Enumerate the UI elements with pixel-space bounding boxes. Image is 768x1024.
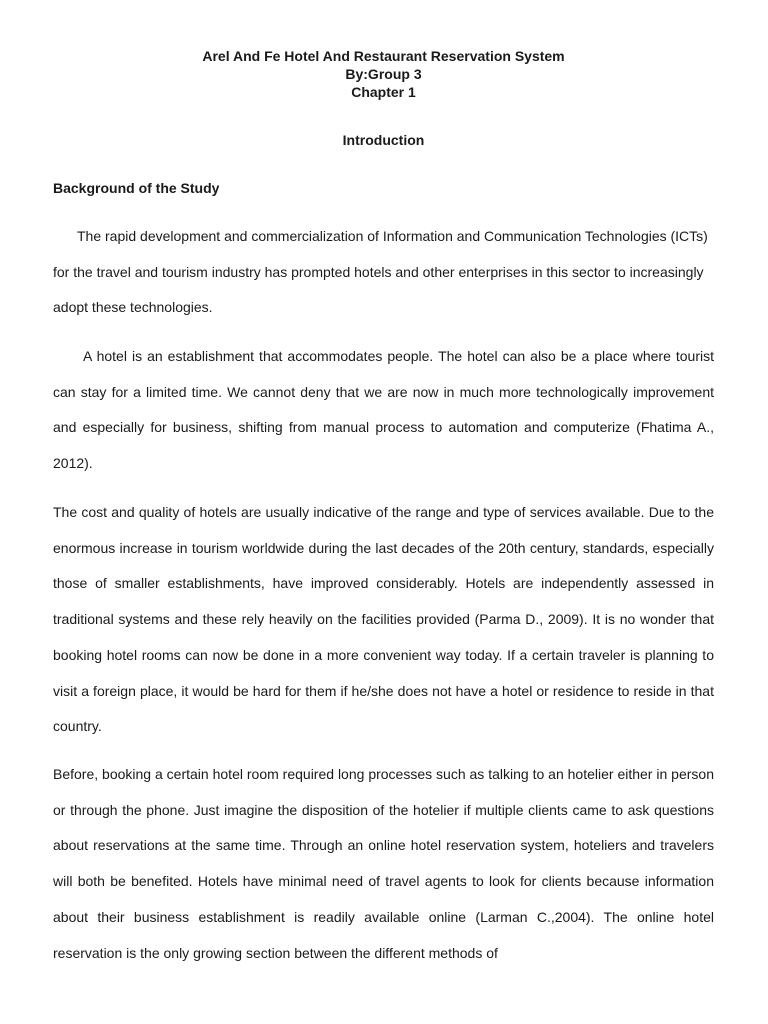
- document-title: Arel And Fe Hotel And Restaurant Reservation System: [202, 48, 565, 64]
- introduction-heading: Introduction: [342, 132, 425, 148]
- document-byline: By:Group 3: [345, 66, 422, 82]
- paragraph-4: Before, booking a certain hotel room required long processes such as talking to an hotelier either in person or through the phone. Just imagine the disposition of the hotelier if multiple clients came to ask questions about reservations at the same time. Through an online hotel reservation system, hoteliers and travelers will both be benefited. Hotels have minimal need of travel agents to look for clients because information about their business establishment is readily available online (Larman C.,2004). The online hotel reservation is the only growing section between the different methods of: [53, 766, 714, 961]
- document-page: [53, 0, 714, 1024]
- paragraph-3: The cost and quality of hotels are usually indicative of the range and type of services available. Due to the enormous increase in tourism worldwide during the last decades of the 20th century, standards, especially those of smaller establishments, have improved considerably. Hotels are independently assessed in traditional systems and these rely heavily on the facilities provided (Parma D., 2009). It is no wonder that booking hotel rooms can now be done in a more convenient way today. If a certain traveler is planning to visit a foreign place, it would be hard for them if he/she does not have a hotel or residence to reside in that country.: [53, 504, 714, 735]
- document-header: [53, 47, 714, 101]
- chapter-label: Chapter 1: [351, 84, 416, 100]
- paragraph-2: A hotel is an establishment that accommodates people. The hotel can also be a place where tourist can stay for a limited time. We cannot deny that we are now in much more technologically improvement and especially for business, shifting from manual process to automation and computerize (Fhatima A., 2012).: [53, 348, 714, 472]
- section-heading: Background of the Study: [53, 180, 220, 196]
- paragraph-1: The rapid development and commercialization of Information and Communication Technologies (ICTs) for the travel and tourism industry has prompted hotels and other enterprises in this sector to increasingly adopt these technologies.: [53, 228, 708, 316]
